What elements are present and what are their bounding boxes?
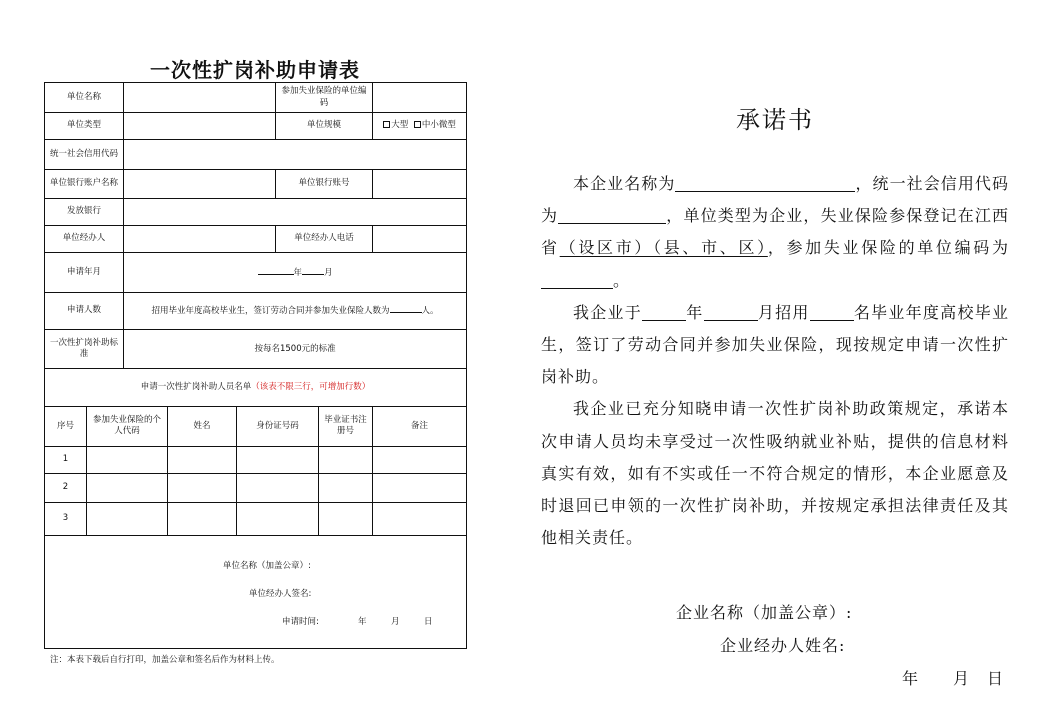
row-number: 2 xyxy=(45,474,87,503)
unit-code-blank[interactable] xyxy=(541,269,613,289)
p2-text-d: 名毕业年度高校毕业生，签订了劳动合同并参加失业保险，现按规定申请一次性扩岗补助。 xyxy=(541,302,1009,387)
table-row xyxy=(45,503,467,536)
sign-handler-label: 单位经办人签名: xyxy=(249,589,312,600)
hire-month-blank[interactable] xyxy=(704,301,758,321)
cell-name[interactable] xyxy=(168,503,237,536)
bank-account-name-label: 单位银行账户名称 xyxy=(45,170,124,198)
row-number: 3 xyxy=(45,503,87,536)
application-form-table xyxy=(44,82,467,649)
table-row xyxy=(45,474,467,503)
col-header-seq: 序号 xyxy=(45,406,87,446)
sign-year: 年 xyxy=(358,617,367,628)
col-header-name: 姓名 xyxy=(168,406,237,446)
row-number: 1 xyxy=(45,446,87,473)
sign-unit-label: 单位名称（加盖公章）: xyxy=(223,561,311,572)
p2-text-a: 我企业于 xyxy=(573,302,643,322)
cell-remark[interactable] xyxy=(373,474,467,503)
p1-text-c: ，单位类型为企业，失业保险参保登记在江西省 xyxy=(541,206,1009,258)
month-char: 月 xyxy=(324,267,333,278)
apply-count-field[interactable] xyxy=(124,293,467,330)
col-header-personal-code: 参加失业保险的个人代码 xyxy=(87,406,168,446)
insurance-code-field[interactable] xyxy=(373,83,467,113)
unit-scale-label: 单位规模 xyxy=(276,113,373,140)
form-title: 一次性扩岗补助申请表 xyxy=(150,58,360,82)
apply-count-text: 招用毕业年度高校毕业生，签订劳动合同并参加失业保险人数为 xyxy=(151,306,390,317)
cell-diploma-no[interactable] xyxy=(319,446,373,473)
cell-personal-code[interactable] xyxy=(87,446,168,473)
bank-account-name-field[interactable] xyxy=(124,170,276,198)
issuing-bank-field[interactable] xyxy=(124,198,467,225)
apply-count-label: 申请人数 xyxy=(45,293,124,330)
handler-phone-field[interactable] xyxy=(373,225,467,252)
cell-diploma-no[interactable] xyxy=(319,503,373,536)
pledge-sign-company: 企业名称（加盖公章）: xyxy=(676,603,853,622)
unit-name-label: 单位名称 xyxy=(45,83,124,113)
pledge-paragraph-1 xyxy=(541,168,1009,297)
handler-phone-label: 单位经办人电话 xyxy=(276,225,373,252)
applicant-list-header xyxy=(45,369,467,406)
scale-small-label: 中小微型 xyxy=(421,120,456,131)
p1-text-b: ，统一社会信用代码为 xyxy=(541,174,1009,226)
hire-count-blank[interactable] xyxy=(810,301,854,321)
cell-id-number[interactable] xyxy=(237,503,319,536)
p1-region: （设区市）（县、市、区） xyxy=(559,238,768,258)
cell-name[interactable] xyxy=(168,446,237,473)
cell-remark[interactable] xyxy=(373,503,467,536)
cell-id-number[interactable] xyxy=(237,446,319,473)
apply-month-label: 申请年月 xyxy=(45,252,124,292)
col-header-remark: 备注 xyxy=(373,406,467,446)
subsidy-standard-label: 一次性扩岗补助标准 xyxy=(45,330,124,369)
table-row xyxy=(45,446,467,473)
cell-id-number[interactable] xyxy=(237,474,319,503)
cell-name[interactable] xyxy=(168,474,237,503)
list-header-note: （该表不限三行，可增加行数） xyxy=(251,381,371,392)
pledge-body xyxy=(541,168,1009,554)
p1-text-e: 。 xyxy=(613,270,631,290)
p2-text-c: 月招用 xyxy=(757,302,810,322)
pledge-sign-date: 年 月 日 xyxy=(902,669,1005,688)
unit-type-label: 单位类型 xyxy=(45,113,124,140)
bank-account-no-field[interactable] xyxy=(373,170,467,198)
apply-count-suffix: 人。 xyxy=(421,306,439,317)
sign-month: 月 xyxy=(391,617,400,628)
cell-remark[interactable] xyxy=(373,446,467,473)
col-header-diploma-no: 毕业证书注册号 xyxy=(319,406,373,446)
bank-account-no-label: 单位银行账号 xyxy=(276,170,373,198)
unit-scale-options xyxy=(373,113,467,140)
hire-year-blank[interactable] xyxy=(642,301,686,321)
cell-personal-code[interactable] xyxy=(87,474,168,503)
issuing-bank-label: 发放银行 xyxy=(45,198,124,225)
pledge-title: 承诺书 xyxy=(736,106,814,134)
pledge-sign-handler: 企业经办人姓名: xyxy=(720,636,846,655)
unit-type-field[interactable] xyxy=(124,113,276,140)
pledge-paragraph-3: 我企业已充分知晓申请一次性扩岗补助政策规定，承诺本次申请人员均未享受过一次性吸纳就业补贴，提供的信息材料真实有效，如有不实或任一不符合规定的情形，本企业愿意及时退回已申领的一次性扩岗补助，并按规定承担法律责任及其他相关责任。 xyxy=(541,399,1009,548)
checkbox-small[interactable] xyxy=(414,121,421,128)
list-header-text: 申请一次性扩岗补助人员名单 xyxy=(140,381,252,392)
p1-text-a: 本企业名称为 xyxy=(573,174,676,193)
cell-diploma-no[interactable] xyxy=(319,474,373,503)
insurance-code-label: 参加失业保险的单位编码 xyxy=(276,83,373,113)
signature-area xyxy=(45,536,467,649)
p2-text-b: 年 xyxy=(686,302,704,322)
pledge-paragraph-2 xyxy=(541,297,1009,394)
scale-large-label: 大型 xyxy=(391,120,409,131)
checkbox-large[interactable] xyxy=(383,121,390,128)
cell-personal-code[interactable] xyxy=(87,503,168,536)
credit-code-blank[interactable] xyxy=(558,204,666,224)
company-name-blank[interactable] xyxy=(675,172,855,192)
col-header-id-number: 身份证号码 xyxy=(237,406,319,446)
form-footnote: 注：本表下载后自行打印，加盖公章和签名后作为材料上传。 xyxy=(50,655,280,665)
credit-code-label: 统一社会信用代码 xyxy=(45,140,124,170)
p1-text-d: ，参加失业保险的单位编码为 xyxy=(767,238,1009,258)
unit-name-field[interactable] xyxy=(124,83,276,113)
credit-code-field[interactable] xyxy=(124,140,467,170)
handler-label: 单位经办人 xyxy=(45,225,124,252)
apply-month-field[interactable] xyxy=(124,252,467,292)
handler-field[interactable] xyxy=(124,225,276,252)
sign-time-label: 申请时间: xyxy=(282,617,319,628)
sign-day: 日 xyxy=(424,617,433,628)
year-char: 年 xyxy=(293,267,303,278)
subsidy-standard-value: 按每名1500元的标准 xyxy=(124,330,467,369)
